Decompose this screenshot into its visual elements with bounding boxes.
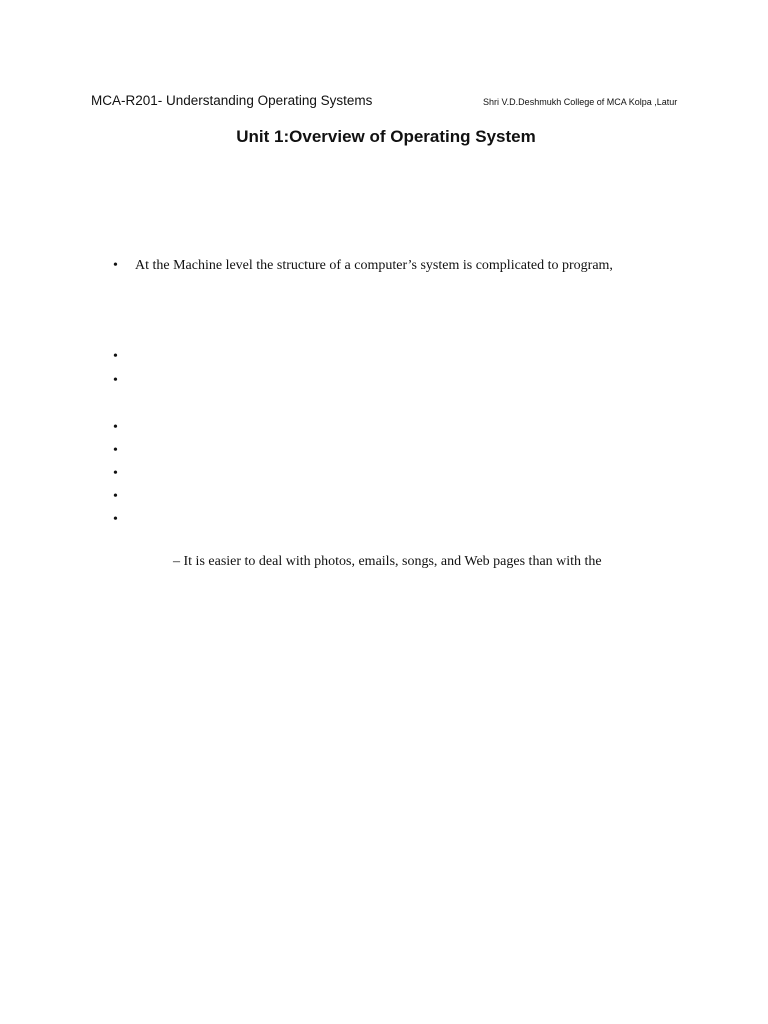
bullet-marker: • — [113, 420, 118, 435]
bullet-marker: • — [113, 349, 118, 364]
bullet-marker: • — [113, 373, 118, 388]
bullet-marker: • — [113, 512, 118, 527]
sub-item-text: – It is easier to deal with photos, emails, songs, and Web pages than with the — [173, 554, 602, 569]
page-title: Unit 1:Overview of Operating System — [236, 127, 536, 146]
bullet-text: At the Machine level the structure of a computer’s system is complicated to program, — [135, 258, 613, 273]
bullet-marker: • — [113, 489, 118, 504]
bullet-marker: • — [113, 443, 118, 458]
bullet-marker: • — [113, 258, 118, 273]
bullet-marker: • — [113, 466, 118, 481]
header-course: MCA-R201- Understanding Operating Systems — [91, 93, 373, 108]
header-college: Shri V.D.Deshmukh College of MCA Kolpa ,Latur — [483, 97, 678, 107]
